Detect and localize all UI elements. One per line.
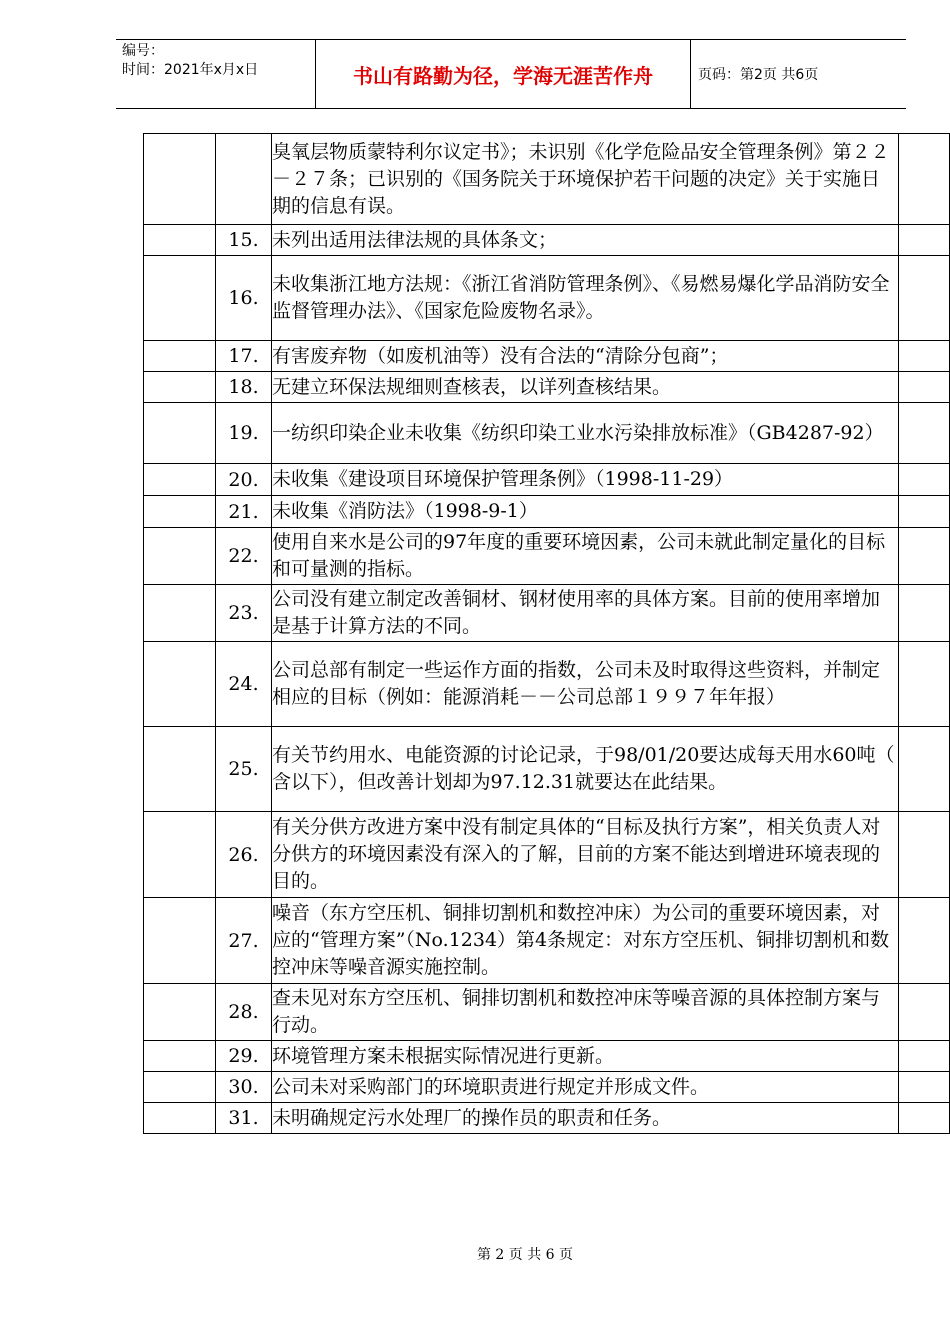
finding-text: 未收集《建设项目环境保护管理条例》（1998-11-29） [272,464,899,496]
finding-text: 未收集浙江地方法规：《浙江省消防管理条例》、《易燃易爆化学品消防安全监督管理办法》、《国家危险废物名录》。 [272,256,899,341]
finding-text: 环境管理方案未根据实际情况进行更新。 [272,1041,899,1072]
blank-cell [899,898,950,984]
finding-text: 臭氧层物质蒙特利尔议定书》；未识别《化学危险品安全管理条例》第２２－２７条；已识别的《国务院关于环境保护若干问题的决定》关于实施日期的信息有误。 [272,134,899,225]
finding-text: 查未见对东方空压机、铜排切割机和数控冲床等噪音源的具体控制方案与行动。 [272,984,899,1041]
blank-cell [899,984,950,1041]
item-number: 19. [216,403,272,464]
finding-text: 有害废弃物（如废机油等）没有合法的“清除分包商”； [272,341,899,372]
header-meta [116,40,316,108]
page-header [116,39,906,109]
blank-cell [899,1072,950,1103]
blank-cell [144,585,216,642]
blank-cell [144,1041,216,1072]
item-number: 22. [216,528,272,585]
page-footer: 第 2 页 共 6 页 [476,1247,574,1263]
blank-cell [144,341,216,372]
blank-cell [144,984,216,1041]
table-row [144,585,950,642]
item-number: 30. [216,1072,272,1103]
table-row [144,225,950,256]
blank-cell [144,464,216,496]
finding-text: 公司没有建立制定改善铜材、钢材使用率的具体方案。目前的使用率增加是基于计算方法的不同。 [272,585,899,642]
table-row [144,403,950,464]
finding-text: 公司未对采购部门的环境职责进行规定并形成文件。 [272,1072,899,1103]
blank-cell [144,256,216,341]
blank-cell [899,341,950,372]
blank-cell [144,225,216,256]
item-number: 17. [216,341,272,372]
item-number: 18. [216,372,272,403]
table-row [144,1041,950,1072]
table-row [144,1103,950,1134]
table-row [144,496,950,528]
header-page-label: 页码：第2页 共6页 [698,67,819,83]
blank-cell [899,225,950,256]
blank-cell [899,496,950,528]
blank-cell [899,812,950,898]
finding-text: 有关节约用水、电能资源的讨论记录，于98/01/20要达成每天用水60吨（ 含以下），但改善计划却为97.12.31就要达在此结果。 [272,727,899,812]
table-row [144,528,950,585]
finding-text: 噪音（东方空压机、铜排切割机和数控冲床）为公司的重要环境因素，对应的“管理方案”（No.1234）第4条规定：对东方空压机、铜排切割机和数控冲床等噪音源实施控制。 [272,898,899,984]
table-row [144,984,950,1041]
item-number [216,134,272,225]
time-label: 时间：2021年x月x日 [122,62,259,78]
finding-text: 未明确规定污水处理厂的操作员的职责和任务。 [272,1103,899,1134]
findings-table [143,133,950,1134]
item-number: 31. [216,1103,272,1134]
blank-cell [144,528,216,585]
finding-text: 使用自来水是公司的97年度的重要环境因素，公司未就此制定量化的目标和可量测的指标。 [272,528,899,585]
table-row [144,898,950,984]
code-label: 编号： [122,43,164,59]
item-number: 28. [216,984,272,1041]
blank-cell [144,1072,216,1103]
finding-text: 未收集《消防法》（1998-9-1） [272,496,899,528]
blank-cell [144,727,216,812]
table-row [144,134,950,225]
blank-cell [899,727,950,812]
finding-text: 有关分供方改进方案中没有制定具体的“目标及执行方案”，相关负责人对分供方的环境因素没有深入的了解，目前的方案不能达到增进环境表现的目的。 [272,812,899,898]
item-number: 26. [216,812,272,898]
blank-cell [144,496,216,528]
blank-cell [899,464,950,496]
blank-cell [899,372,950,403]
item-number: 24. [216,642,272,727]
item-number: 29. [216,1041,272,1072]
blank-cell [144,134,216,225]
table-row [144,341,950,372]
blank-cell [899,642,950,727]
item-number: 20. [216,464,272,496]
blank-cell [899,134,950,225]
finding-text: 一纺织印染企业未收集《纺织印染工业水污染排放标准》（GB4287-92） [272,403,899,464]
blank-cell [144,898,216,984]
item-number: 21. [216,496,272,528]
finding-text: 未列出适用法律法规的具体条文； [272,225,899,256]
header-motto: 书山有路勤为径，学海无涯苦作舟 [316,40,691,108]
table-row [144,642,950,727]
item-number: 23. [216,585,272,642]
item-number: 15. [216,225,272,256]
table-row [144,464,950,496]
blank-cell [144,403,216,464]
blank-cell [899,1103,950,1134]
table-row [144,1072,950,1103]
table-row [144,727,950,812]
blank-cell [144,1103,216,1134]
item-number: 16. [216,256,272,341]
blank-cell [899,256,950,341]
blank-cell [899,403,950,464]
blank-cell [144,812,216,898]
blank-cell [899,1041,950,1072]
table-row [144,812,950,898]
finding-text: 公司总部有制定一些运作方面的指数，公司未及时取得这些资料，并制定相应的目标（例如：能源消耗－－公司总部１９９７年年报） [272,642,899,727]
blank-cell [899,585,950,642]
blank-cell [144,642,216,727]
findings-table-body [144,134,950,1134]
table-row [144,372,950,403]
blank-cell [144,372,216,403]
blank-cell [899,528,950,585]
item-number: 27. [216,898,272,984]
table-row [144,256,950,341]
item-number: 25. [216,727,272,812]
finding-text: 无建立环保法规细则查核表，以详列查核结果。 [272,372,899,403]
